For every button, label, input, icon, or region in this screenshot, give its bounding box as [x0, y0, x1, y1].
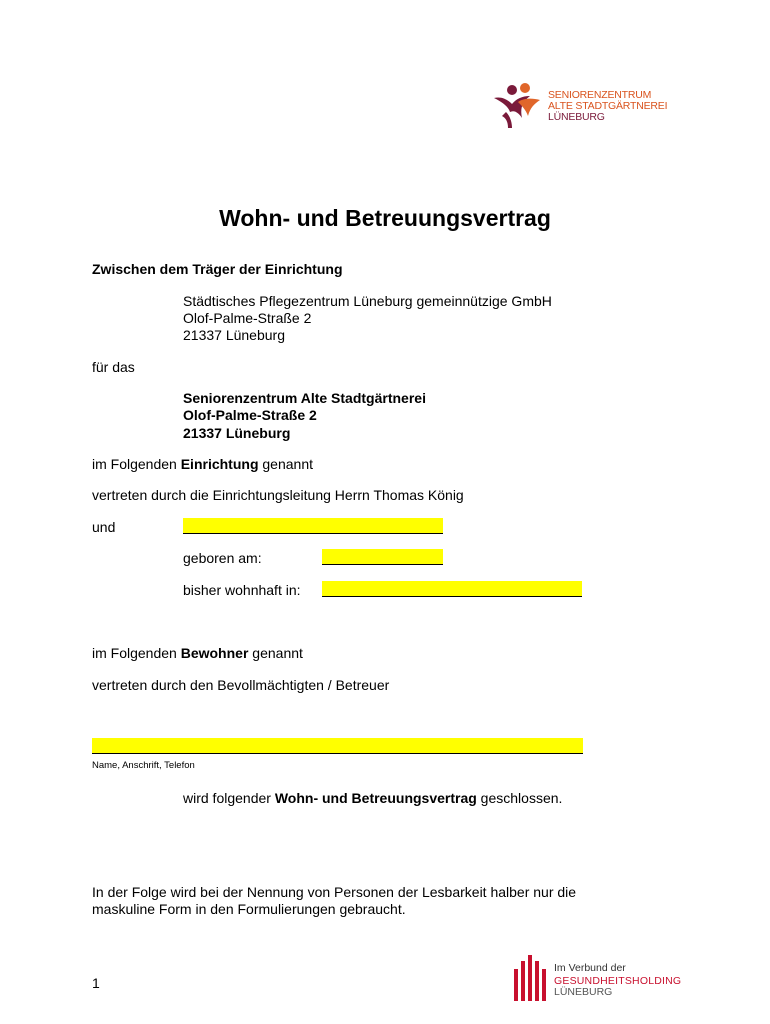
concluded-text: [183, 790, 562, 807]
represented-by-agent: vertreten durch den Bevollmächtigten / Betreuer: [92, 677, 390, 693]
gesundheitsholding-logo: [512, 955, 682, 1005]
resident-named-text: [92, 645, 303, 662]
footer-logo-line-3: LÜNEBURG: [554, 986, 613, 998]
concluded-bold: Wohn- und Betreuungsvertrag: [274, 790, 477, 806]
facility-named-bold: Einrichtung: [180, 456, 259, 472]
facility-named-suffix: genannt: [258, 456, 313, 472]
resident-named-bold: Bewohner: [180, 645, 249, 661]
carrier-name: Städtisches Pflegezentrum Lüneburg gemeinnützige GmbH: [183, 293, 552, 309]
holding-bars-icon: [512, 955, 552, 1005]
resident-name-field[interactable]: [183, 518, 443, 534]
carrier-street: Olof-Palme-Straße 2: [183, 310, 312, 326]
logo-line-2: ALTE STADTGÄRTNEREI: [548, 100, 668, 112]
residence-label: bisher wohnhaft in:: [183, 582, 301, 598]
footer-logo-line-2: GESUNDHEITSHOLDING: [554, 975, 682, 987]
resident-named-prefix: im Folgenden: [92, 645, 181, 661]
agent-details-field[interactable]: [92, 738, 583, 754]
seniorenzentrum-logo: [492, 82, 682, 130]
carrier-city: 21337 Lüneburg: [183, 327, 285, 343]
note-line-2: maskuline Form in den Formulierungen gebraucht.: [92, 901, 406, 917]
logo-line-1: SENIORENZENTRUM: [548, 89, 652, 101]
concluded-suffix: geschlossen.: [476, 790, 563, 806]
facility-named-text: [92, 456, 313, 473]
agent-caption: Name, Anschrift, Telefon: [92, 760, 195, 771]
represented-by-manager: vertreten durch die Einrichtungsleitung Herrn Thomas König: [92, 487, 464, 503]
facility-city: 21337 Lüneburg: [183, 425, 291, 441]
previous-residence-field[interactable]: [322, 581, 582, 597]
and-label: und: [92, 519, 116, 535]
page-number: 1: [92, 975, 100, 991]
born-label: geboren am:: [183, 550, 262, 566]
for-label: für das: [92, 359, 135, 375]
birth-date-field[interactable]: [322, 549, 443, 565]
footer-logo-line-1: Im Verbund der: [554, 962, 626, 974]
people-logo-icon: [492, 82, 548, 130]
resident-named-suffix: genannt: [248, 645, 303, 661]
concluded-prefix: wird folgender: [183, 790, 275, 806]
note-line-1: In der Folge wird bei der Nennung von Personen der Lesbarkeit halber nur die: [92, 884, 577, 900]
between-heading: Zwischen dem Träger der Einrichtung: [92, 261, 343, 277]
document-title: Wohn- und Betreuungsvertrag: [219, 205, 551, 231]
logo-line-3: LÜNEBURG: [548, 111, 605, 123]
facility-named-prefix: im Folgenden: [92, 456, 181, 472]
facility-street: Olof-Palme-Straße 2: [183, 407, 317, 423]
facility-name: Seniorenzentrum Alte Stadtgärtnerei: [183, 390, 426, 406]
